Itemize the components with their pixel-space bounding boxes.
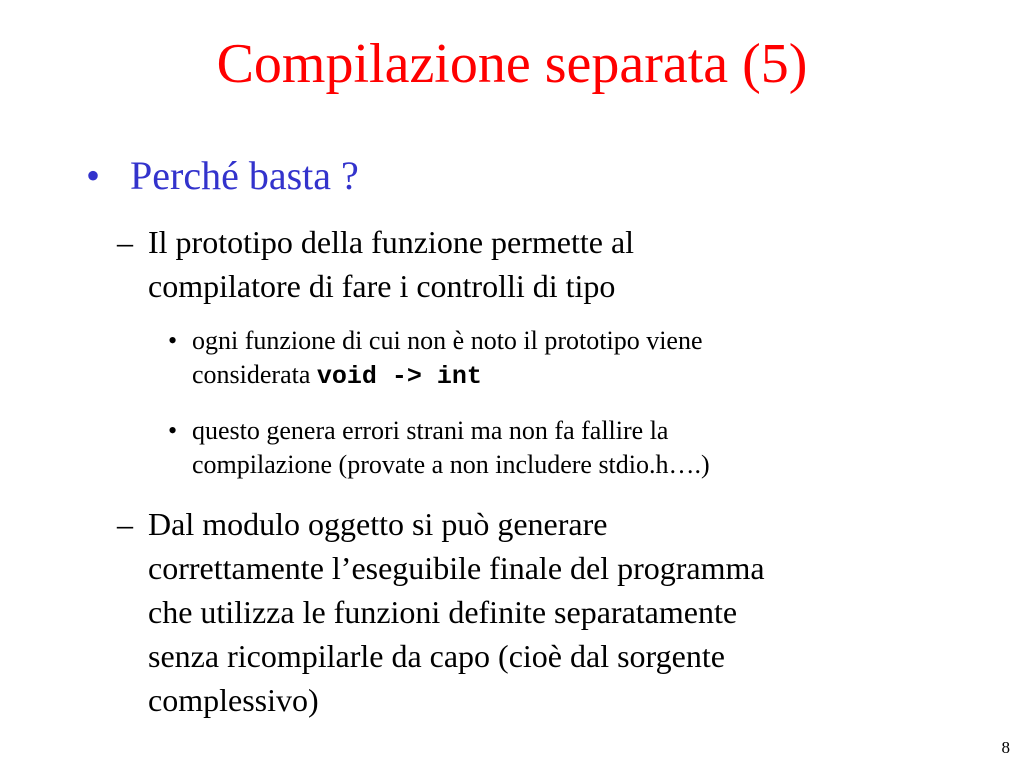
sub-bullet-text	[148, 502, 765, 722]
text-line: correttamente l’eseguibile finale del programma	[148, 550, 765, 586]
sub-bullet-text	[148, 220, 634, 308]
sub-sub-bullet-text	[192, 414, 710, 482]
text-line	[192, 358, 703, 394]
code-snippet: void -> int	[316, 362, 482, 391]
bullet-text: Perché basta ?	[130, 153, 359, 198]
text-line: questo genera errori strani ma non fa fallire la	[192, 416, 669, 445]
text-line: compilazione (provate a non includere stdio.h….)	[192, 450, 710, 479]
bullet-marker: •	[168, 326, 178, 355]
text-line: senza ricompilarle da capo (cioè dal sorgente	[148, 638, 725, 674]
sub-sub-bullet-errors	[168, 414, 928, 482]
text-line: complessivo)	[148, 682, 319, 718]
slide-title: Compilazione separata (5)	[216, 33, 808, 95]
text-line: Dal modulo oggetto si può generare	[148, 506, 608, 542]
text-line: che utilizza le funzioni definite separatamente	[148, 594, 738, 630]
bullet-level1	[86, 152, 359, 200]
sub-bullet-object-module	[117, 502, 977, 732]
dash-marker: –	[117, 506, 133, 542]
text-line: ogni funzione di cui non è noto il prototipo viene	[192, 326, 703, 355]
bullet-marker: •	[168, 416, 178, 445]
text-prefix: considerata	[192, 360, 317, 389]
dash-marker: –	[117, 224, 133, 260]
bullet-marker: •	[86, 153, 101, 198]
sub-bullet-prototype	[117, 220, 877, 308]
sub-sub-bullet-void-int	[168, 324, 928, 392]
text-line: Il prototipo della funzione permette al	[148, 224, 635, 260]
sub-sub-bullet-text	[192, 324, 703, 394]
text-line: compilatore di fare i controlli di tipo	[148, 268, 616, 304]
page-number: 8	[1001, 738, 1010, 757]
